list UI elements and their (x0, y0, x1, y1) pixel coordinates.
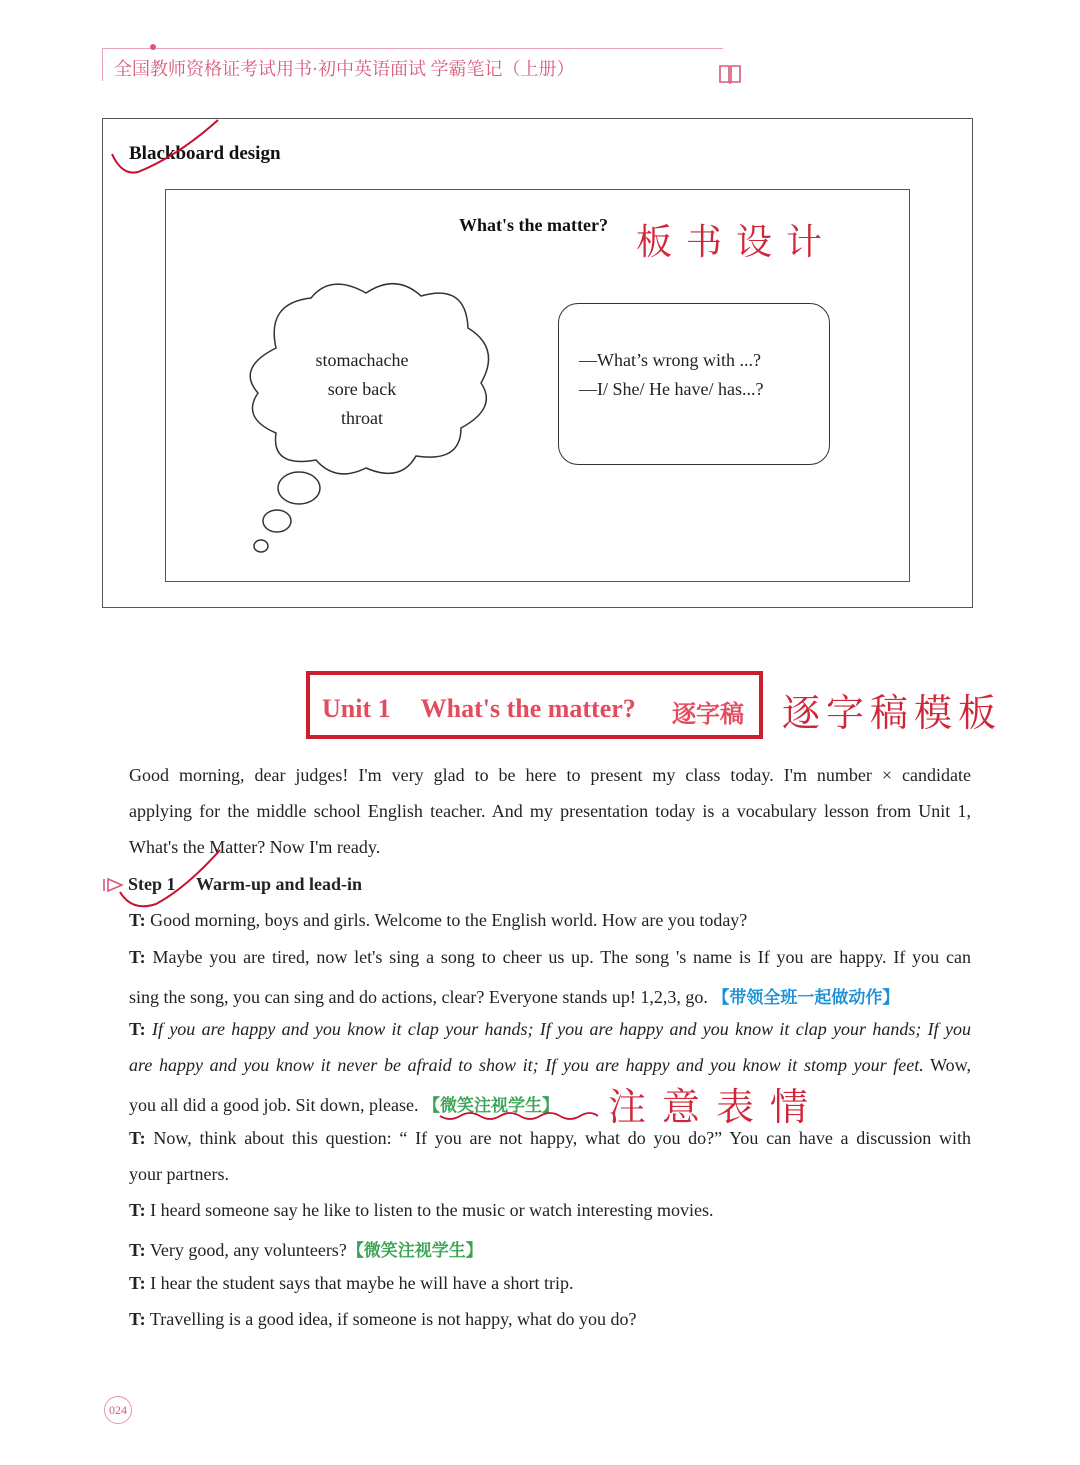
dialog-line-8 (129, 1309, 636, 1330)
dialog-line-1 (129, 910, 747, 931)
dialog-line-2b (129, 983, 899, 1008)
cloud-word-sore-back: sore back (327, 379, 397, 399)
speaker-t: T: (129, 1309, 146, 1329)
blackboard-title: Blackboard design (129, 143, 281, 164)
unit-topic: What's the matter? (420, 694, 636, 723)
speaker-t: T: (129, 1019, 146, 1039)
unit-label: Unit 1 (322, 694, 391, 723)
sentence-pattern-answer: —I/ She/ He have/ has...? (579, 379, 764, 399)
teaching-note: 【微笑注视学生】 (346, 1241, 483, 1261)
dialog-text: are happy and you know it never be afraid to show it; If you are happy and you know it stomp your feet. (129, 1055, 924, 1075)
dialog-text: Maybe you are tired, now let's sing a song to cheer us up. The song 's name is If you are happy. If you can (152, 947, 971, 967)
intro-line-1: Good morning, dear judges! I'm very glad to be here to present my class today. I'm number × candidate (129, 765, 971, 785)
book-icon (718, 62, 742, 86)
dialog-line-3a (129, 1019, 971, 1040)
handwritten-note-expression: 注意表情 (608, 1085, 825, 1129)
dialog-text: Travelling is a good idea, if someone is not happy, what do you do? (149, 1309, 637, 1329)
header-title: 全国教师资格证考试用书·初中英语面试 学霸笔记（上册） (114, 59, 575, 79)
speaker-t: T: (129, 947, 146, 967)
dialog-line-4a (129, 1128, 971, 1149)
dialog-line-5 (129, 1200, 714, 1221)
header-dot (150, 44, 156, 50)
speaker-t: T: (129, 1128, 146, 1148)
dialog-text: Very good, any volunteers? (149, 1240, 347, 1260)
dialog-text: If you are happy and you know it clap your hands; If you are happy and you know it clap your hands; If you (152, 1019, 971, 1039)
dialog-text: I hear the student says that maybe he will have a short trip. (150, 1273, 574, 1293)
dialog-text: you all did a good job. Sit down, please. (129, 1095, 419, 1115)
dialog-text: Now, think about this question: “ If you are not happy, what do you do?” You can have a discussion with (153, 1128, 972, 1148)
teaching-note: 【微笑注视学生】 (422, 1096, 559, 1116)
step-1-label: Step 1 (128, 874, 176, 894)
dialog-line-7 (129, 1273, 574, 1294)
speaker-t: T: (129, 910, 146, 930)
dialog-line-2a (129, 947, 971, 968)
intro-line-2: applying for the middle school English teacher. And my presentation today is a vocabulary lesson from Unit 1, (129, 801, 971, 821)
sentence-pattern-question: —What’s wrong with ...? (579, 350, 761, 370)
speaker-t: T: (129, 1200, 146, 1220)
board-heading: What's the matter? (459, 215, 608, 235)
speaker-t: T: (129, 1240, 146, 1260)
unit-tag: 逐字稿 (672, 700, 744, 728)
step-check-annotation (116, 848, 226, 910)
wavy-underline-annotation (438, 1110, 600, 1124)
cloud-word-stomachache: stomachache (315, 350, 409, 370)
teaching-note: 【带领全班一起做动作】 (712, 988, 900, 1008)
page-number: 024 (104, 1396, 132, 1424)
dialog-text: Good morning, boys and girls. Welcome to the English world. How are you today? (150, 910, 748, 930)
dialog-text: sing the song, you can sing and do actions, clear? Everyone stands up! 1,2,3, go. (129, 987, 708, 1007)
dialog-line-4b: your partners. (129, 1164, 229, 1184)
dialog-text: I heard someone say he like to listen to the music or watch interesting movies. (150, 1200, 714, 1220)
handwritten-note-title: 逐字稿模板 (782, 691, 1003, 735)
handwritten-note-blackboard: 板书设计 (636, 222, 837, 263)
speaker-t: T: (129, 1273, 146, 1293)
cloud-word-throat: throat (341, 408, 383, 428)
check-mark-annotation (108, 116, 228, 186)
step-1-title: Warm-up and lead-in (196, 874, 363, 894)
intro-line-3: What's the Matter? Now I'm ready. (129, 837, 381, 857)
dialog-text: Wow, (923, 1055, 971, 1075)
unit-title (322, 694, 636, 724)
dialog-line-6 (129, 1236, 483, 1261)
dialog-line-3b (129, 1055, 971, 1076)
